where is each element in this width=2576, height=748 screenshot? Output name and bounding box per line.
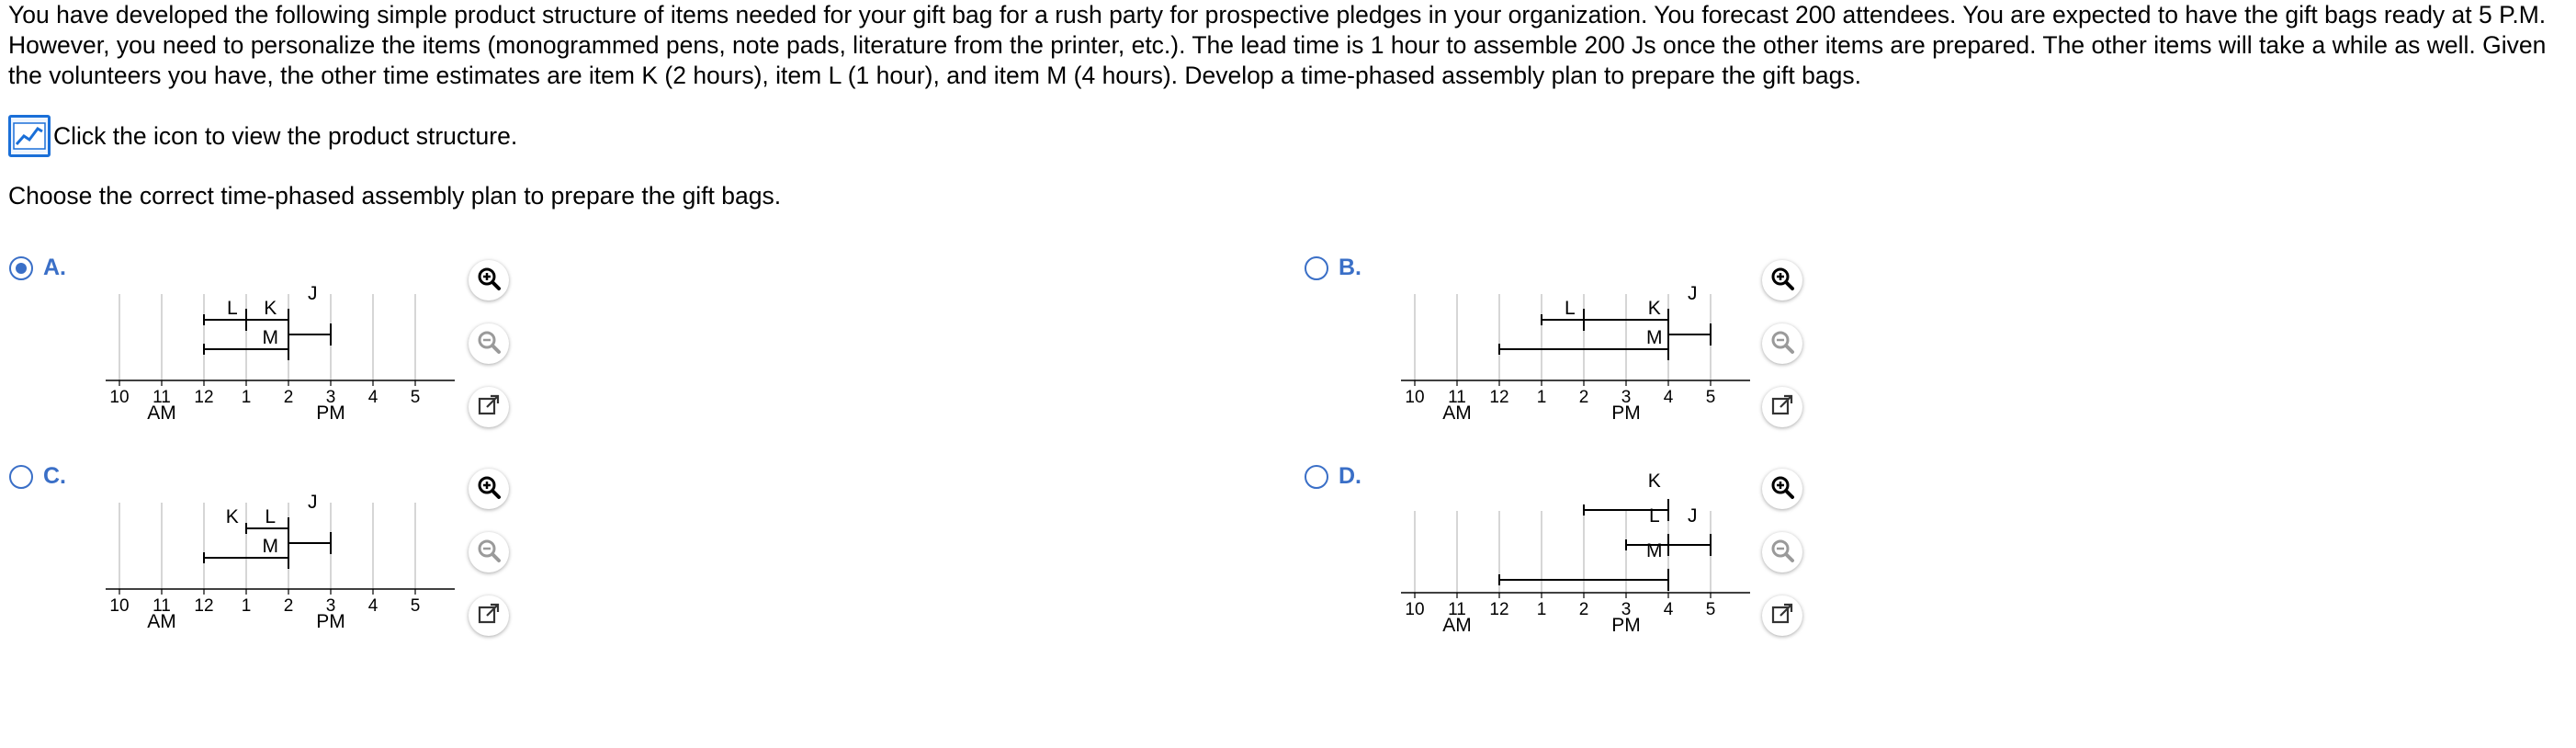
- option-d-zoom-in-button[interactable]: [1762, 469, 1802, 509]
- option-c-radio[interactable]: [9, 465, 33, 489]
- pm-label: PM: [316, 402, 345, 424]
- option-d-letter: D.: [1339, 463, 1361, 489]
- item-label-m: M: [1646, 540, 1663, 561]
- tick-label: 1: [241, 596, 252, 616]
- tick-label: 2: [1578, 388, 1589, 407]
- item-label-l: L: [1564, 298, 1576, 319]
- pm-label: PM: [1611, 615, 1641, 636]
- hint-text: Click the icon to view the product structure.: [53, 121, 518, 150]
- tick-label: 10: [1405, 388, 1425, 407]
- am-label: AM: [147, 611, 176, 632]
- open-in-new-window-icon: [1770, 393, 1794, 422]
- item-label-k: K: [264, 298, 277, 319]
- tick-label: 4: [1663, 388, 1674, 407]
- option-b-zoom-in-button[interactable]: [1762, 260, 1802, 300]
- pm-label: PM: [1611, 402, 1641, 424]
- option-c-gantt-chart: [101, 493, 469, 640]
- tick-label: 10: [109, 388, 130, 407]
- gantt-bars: [1499, 499, 1711, 591]
- option-c-zoom-in-button[interactable]: [469, 469, 509, 509]
- zoom-out-icon: [476, 538, 502, 568]
- am-label: AM: [1442, 615, 1472, 636]
- item-label-l: L: [265, 506, 277, 527]
- open-in-new-window-icon: [477, 393, 501, 422]
- zoom-out-icon: [476, 329, 502, 359]
- item-label-l: L: [1648, 505, 1660, 527]
- tick-label: 4: [367, 596, 378, 616]
- am-label: AM: [147, 402, 176, 424]
- tick-label: 3: [1621, 388, 1632, 407]
- product-structure-hint: [8, 115, 517, 157]
- tick-label: 3: [325, 388, 336, 407]
- tick-label: 2: [283, 596, 294, 616]
- tick-label: 11: [153, 596, 171, 616]
- option-a-radio[interactable]: [9, 256, 33, 280]
- tick-label: 12: [1489, 600, 1509, 619]
- tick-label: 11: [1448, 600, 1466, 619]
- item-label-m: M: [262, 536, 278, 557]
- tick-label: 5: [410, 388, 421, 407]
- tick-label: 11: [1448, 388, 1466, 407]
- tick-label: 3: [325, 596, 336, 616]
- open-in-new-window-icon: [1770, 602, 1794, 630]
- item-label-j: J: [1687, 505, 1698, 527]
- item-label-j: J: [1687, 283, 1698, 304]
- zoom-in-icon: [476, 474, 502, 504]
- item-label-k: K: [1647, 470, 1661, 492]
- option-b-radio[interactable]: [1305, 256, 1328, 280]
- tick-label: 2: [283, 388, 294, 407]
- tick-label: 5: [410, 596, 421, 616]
- tick-label: 5: [1705, 600, 1716, 619]
- gantt-bars: [1499, 309, 1711, 360]
- option-a-zoom-out-button[interactable]: [469, 323, 509, 364]
- tick-label: 1: [1536, 388, 1547, 407]
- option-d-zoom-out-button[interactable]: [1762, 532, 1802, 572]
- tick-label: 4: [367, 388, 378, 407]
- tick-label: 2: [1578, 600, 1589, 619]
- zoom-in-icon: [1769, 266, 1795, 296]
- tick-label: 4: [1663, 600, 1674, 619]
- item-label-k: K: [225, 506, 239, 527]
- problem-statement: You have developed the following simple product structure of items needed for your gift bag for a rush party for prospective pledges in your organization. You forecast 200 attendees. You are expected to have the gift bags ready at 5 P.M. However, you need to personalize the items (monogrammed pens, note pads, literature from the printer, etc.). The lead time is 1 hour to assemble 200 Js once the other items are prepared. The other items will take a while as well. Given the volunteers you have, the other time estimates are item K (2 hours), item L (1 hour), and item M (4 hours). Develop a time-phased assembly plan to prepare the gift bags.: [8, 1, 2547, 89]
- open-in-new-window-icon: [477, 602, 501, 630]
- am-label: AM: [1442, 402, 1472, 424]
- tick-label: 5: [1705, 388, 1716, 407]
- option-a-gantt-chart: [101, 285, 469, 432]
- item-label-m: M: [1646, 327, 1663, 348]
- pm-label: PM: [316, 611, 345, 632]
- tick-label: 11: [153, 388, 171, 407]
- option-a-letter: A.: [43, 255, 66, 280]
- tick-label: 12: [194, 388, 214, 407]
- tick-label: 10: [109, 596, 130, 616]
- item-label-j: J: [307, 283, 318, 304]
- tick-label: 12: [1489, 388, 1509, 407]
- tick-label: 3: [1621, 600, 1632, 619]
- option-d-popout-button[interactable]: [1762, 595, 1802, 636]
- zoom-out-icon: [1769, 538, 1795, 568]
- option-a-zoom-in-button[interactable]: [469, 260, 509, 300]
- option-d-gantt-chart: [1396, 470, 1764, 652]
- option-b-zoom-out-button[interactable]: [1762, 323, 1802, 364]
- item-label-k: K: [1647, 298, 1661, 319]
- option-b-popout-button[interactable]: [1762, 387, 1802, 427]
- tick-label: 10: [1405, 600, 1425, 619]
- tick-label: 1: [1536, 600, 1547, 619]
- option-a-popout-button[interactable]: [469, 387, 509, 427]
- zoom-in-icon: [476, 266, 502, 296]
- option-b-letter: B.: [1339, 255, 1361, 280]
- option-c-letter: C.: [43, 463, 66, 489]
- option-b-gantt-chart: [1396, 285, 1764, 432]
- option-c-popout-button[interactable]: [469, 595, 509, 636]
- tick-label: 12: [194, 596, 214, 616]
- item-label-m: M: [262, 327, 278, 348]
- option-d-radio[interactable]: [1305, 465, 1328, 489]
- product-structure-chart-icon[interactable]: [8, 115, 51, 157]
- tick-label: 1: [241, 388, 252, 407]
- item-label-j: J: [307, 492, 318, 513]
- question-prompt: Choose the correct time-phased assembly plan to prepare the gift bags.: [8, 182, 782, 210]
- item-label-l: L: [226, 298, 238, 319]
- option-c-zoom-out-button[interactable]: [469, 532, 509, 572]
- zoom-in-icon: [1769, 474, 1795, 504]
- zoom-out-icon: [1769, 329, 1795, 359]
